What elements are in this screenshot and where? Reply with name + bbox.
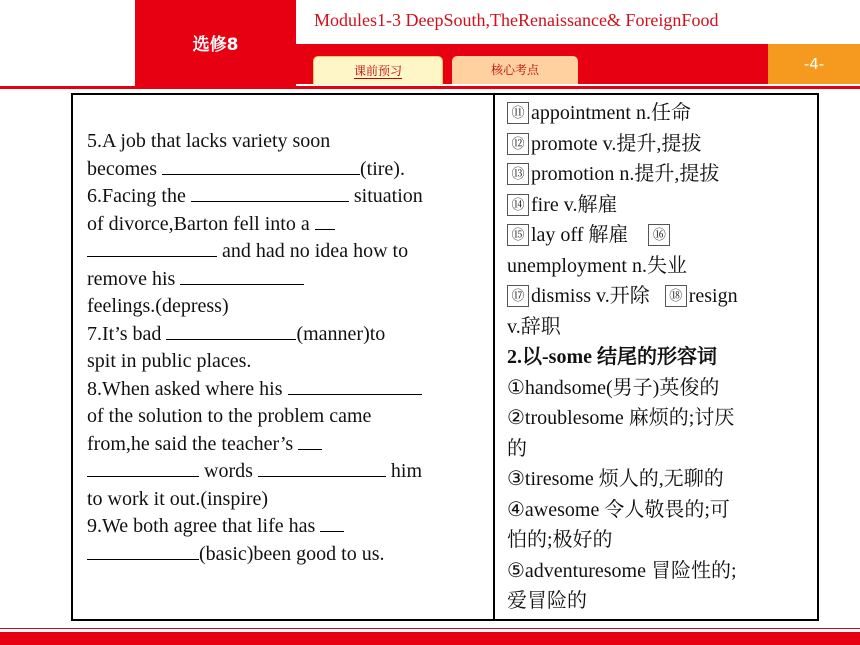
vocab-item: ⑫ promote v.提升,提拔 bbox=[507, 129, 813, 160]
number-box-icon: ⑪ bbox=[507, 102, 529, 124]
vocab-item: ⑰ dismiss v.开除 ⑱ resign bbox=[507, 281, 813, 312]
q6-line-5: feelings.(depress) bbox=[87, 295, 229, 317]
header-divider bbox=[0, 86, 860, 89]
tab-preview[interactable]: 课前预习 bbox=[313, 56, 443, 85]
number-box-icon: ⑰ bbox=[507, 285, 529, 307]
q6-line-3: and had no idea how to bbox=[87, 238, 487, 266]
q6-line-1: 6.Facing the situation bbox=[87, 185, 423, 207]
q6-line-2: of divorce,Barton fell into a bbox=[87, 211, 487, 239]
number-box-icon: ⑯ bbox=[648, 224, 670, 246]
module-badge-block bbox=[135, 0, 296, 88]
q7-line-2: spit in public places. bbox=[87, 350, 252, 372]
answer-blank[interactable] bbox=[87, 458, 199, 477]
column-divider bbox=[493, 93, 495, 621]
q9-line-2: (basic)been good to us. bbox=[87, 541, 487, 569]
number-box-icon: ⑭ bbox=[507, 194, 529, 216]
answer-blank[interactable] bbox=[258, 458, 386, 477]
module-badge: 选修8 bbox=[192, 35, 239, 55]
vocab-item: unemployment n.失业 bbox=[507, 254, 687, 277]
answer-blank[interactable] bbox=[87, 238, 217, 257]
page-number: -4- bbox=[768, 44, 860, 84]
vocab-item: ⑪ appointment n.任命 bbox=[507, 98, 813, 129]
q8-line-5: to work it out.(inspire) bbox=[87, 487, 269, 510]
adjective-item: ①handsome(男子)英俊的 bbox=[507, 376, 720, 399]
page-title: Modules1-3 DeepSouth,TheRenaissance& ForeignFood bbox=[314, 10, 719, 30]
answer-blank[interactable] bbox=[180, 266, 304, 285]
footer-bar bbox=[0, 632, 860, 645]
q6-line-4: remove his bbox=[87, 266, 487, 294]
number-box-icon: ⑬ bbox=[507, 163, 529, 185]
q5-line-2: becomes (tire). bbox=[87, 157, 405, 180]
number-box-icon: ⑮ bbox=[507, 224, 529, 246]
adjective-item: ④awesome 令人敬畏的;可 bbox=[507, 498, 730, 521]
q7-line-1: 7.It’s bad (manner)to bbox=[87, 322, 386, 345]
answer-blank[interactable] bbox=[288, 376, 422, 395]
footer-line bbox=[0, 628, 860, 629]
answer-blank[interactable] bbox=[320, 513, 344, 532]
section-heading: 2.以-some 结尾的形容词 bbox=[507, 346, 717, 368]
q5-line-1: 5.A job that lacks variety soon bbox=[87, 130, 331, 152]
adjective-item: ②troublesome 麻烦的;讨厌 bbox=[507, 407, 735, 429]
adjective-item: 爱冒险的 bbox=[507, 590, 587, 612]
number-box-icon: ⑱ bbox=[665, 285, 687, 307]
q8-line-1: 8.When asked where his bbox=[87, 376, 487, 404]
answer-blank[interactable] bbox=[298, 431, 322, 450]
vocab-item: ⑮ lay off 解雇 ⑯ bbox=[507, 220, 813, 251]
q8-line-4: words him bbox=[87, 458, 487, 486]
vocab-item: ⑬ promotion n.提升,提拔 bbox=[507, 159, 813, 190]
exercise-column bbox=[87, 128, 487, 568]
q9-line-1: 9.We both agree that life has bbox=[87, 513, 487, 541]
adjective-item: ③tiresome 烦人的,无聊的 bbox=[507, 468, 724, 490]
answer-blank[interactable] bbox=[315, 211, 335, 230]
adjective-item: 怕的;极好的 bbox=[507, 529, 613, 551]
q8-line-2: of the solution to the problem came bbox=[87, 405, 372, 427]
answer-blank[interactable] bbox=[162, 156, 360, 175]
answer-blank[interactable] bbox=[166, 321, 296, 340]
adjective-item: ⑤adventuresome 冒险性的; bbox=[507, 559, 737, 582]
vocab-item: ⑭ fire v.解雇 bbox=[507, 190, 813, 221]
tab-key-points[interactable]: 核心考点 bbox=[452, 56, 578, 84]
vocabulary-column bbox=[507, 98, 813, 617]
answer-blank[interactable] bbox=[87, 541, 199, 560]
vocab-item: v.辞职 bbox=[507, 315, 561, 338]
answer-blank[interactable] bbox=[191, 183, 349, 202]
q8-line-3: from,he said the teacher’s bbox=[87, 431, 487, 459]
adjective-item: 的 bbox=[507, 437, 527, 460]
number-box-icon: ⑫ bbox=[507, 133, 529, 155]
